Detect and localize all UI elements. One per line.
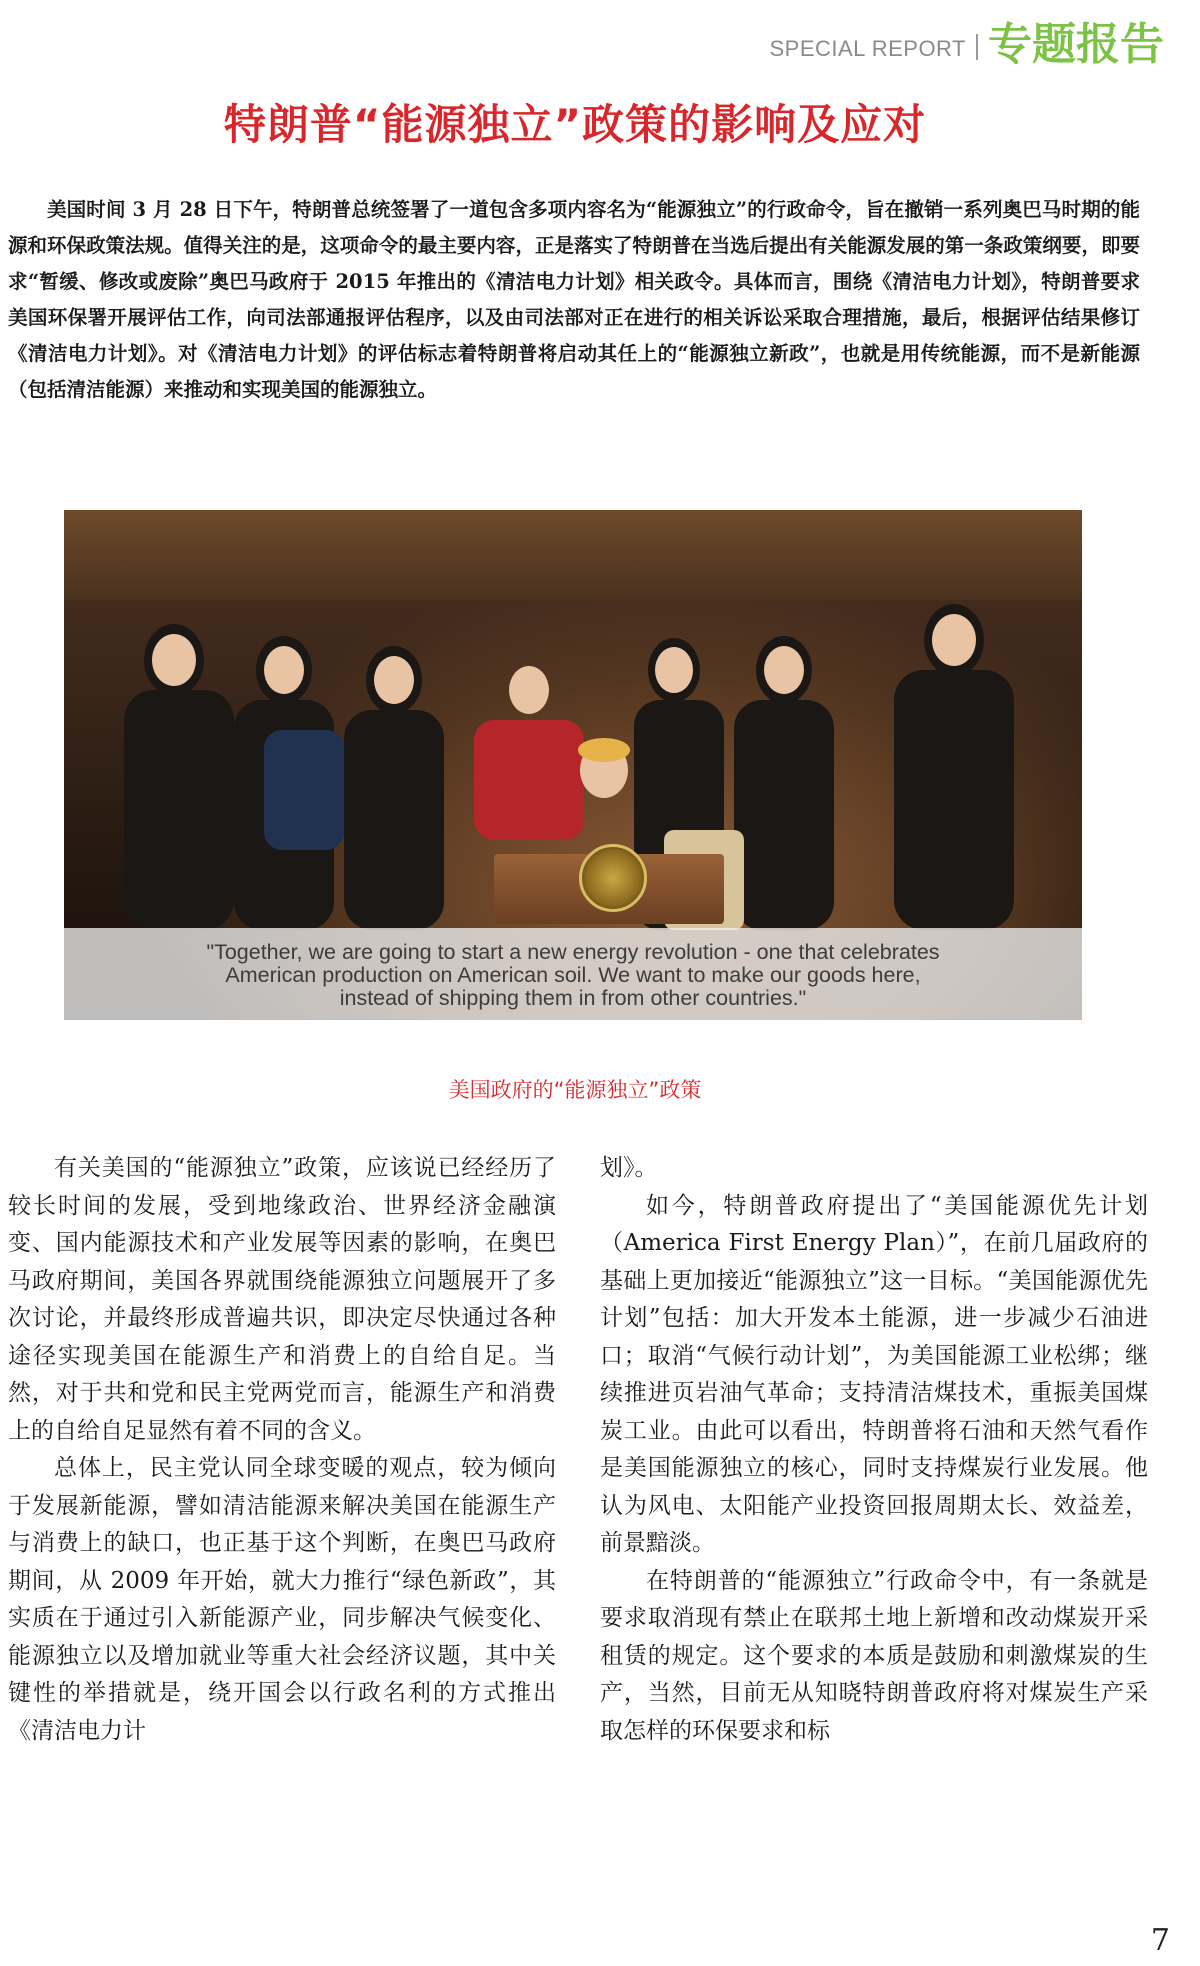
section-heading: 美国政府的“能源独立”政策	[448, 1078, 702, 1102]
right-paragraph-continued: 划》。	[600, 1155, 658, 1181]
header-divider	[976, 34, 978, 60]
quote-line-2: American production on American soil. We want to make our goods here,	[225, 963, 921, 987]
right-paragraph-1: 如今，特朗普政府提出了“美国能源优先计划（America First Energy Plan）”，在前几届政府的基础上更加接近“能源独立”这一目标。“美国能源优先计划”包括：加大开发本土能源，进一步减少石油进口；取消“气候行动计划”，为美国能源工业松绑；继续推进页岩油气革命；支持清洁煤技术，重振美国煤炭工业。由此可以看出，特朗普将石油和天然气看作是美国能源独立的核心，同时支持煤炭行业发展。他认为风电、太阳能产业投资回报周期太长、效益差，前景黯淡。	[600, 1192, 1148, 1556]
photo-quote	[64, 941, 1082, 1010]
left-paragraph-2: 总体上，民主党认同全球变暖的观点，较为倾向于发展新能源，譬如清洁能源来解决美国在能源生产与消费上的缺口，也正基于这个判断，在奥巴马政府期间，从 2009 年开始，就大力推行“绿色新政”，其实质在于通过引入新能源产业，同步解决气候变化、能源独立以及增加就业等重大社会经济议题，其中关键性的举措就是，绕开国会以行政名利的方式推出《清洁电力计	[8, 1455, 556, 1744]
photo-background-wall	[64, 510, 1082, 600]
quote-line-1: "Together, we are going to start a new energy revolution - one that celebrates	[206, 940, 940, 964]
left-column	[8, 1150, 556, 1750]
header-cn-label: 专题报告	[988, 19, 1164, 70]
article-title: 特朗普“能源独立”政策的影响及应对	[223, 100, 927, 149]
signing-photo	[64, 510, 1082, 1020]
left-paragraph-1: 有关美国的“能源独立”政策，应该说已经经历了较长时间的发展，受到地缘政治、世界经济金融演变、国内能源技术和产业发展等因素的影响，在奥巴马政府期间，美国各界就围绕能源独立问题展开了多次讨论，并最终形成普遍共识，即决定尽快通过各种途径实现美国在能源生产和消费上的自给自足。当然，对于共和党和民主党两党而言，能源生产和消费上的自给自足显然有着不同的含义。	[8, 1155, 556, 1444]
right-column	[600, 1150, 1148, 1750]
intro-paragraph: 美国时间 3 月 28 日下午，特朗普总统签署了一道包含多项内容名为“能源独立”的行政命令，旨在撤销一系列奥巴马时期的能源和环保政策法规。值得关注的是，这项命令的最主要内容，正是落实了特朗普在当选后提出有关能源发展的第一条政策纲要，即要求“暂缓、修改或废除”奥巴马政府于 2015 年推出的《清洁电力计划》相关政令。具体而言，围绕《清洁电力计划》，特朗普要求美国环保署开展评估工作，向司法部通报评估程序，以及由司法部对正在进行的相关诉讼采取合理措施，最后，根据评估结果修订《清洁电力计划》。对《清洁电力计划》的评估标志着特朗普将启动其任上的“能源独立新政”，也就是用传统能源，而不是新能源（包括清洁能源）来推动和实现美国的能源独立。	[8, 198, 1140, 401]
right-paragraph-2: 在特朗普的“能源独立”行政命令中，有一条就是要求取消现有禁止在联邦土地上新增和改动煤炭开采租赁的规定。这个要求的本质是鼓励和刺激煤炭的生产，当然，目前无从知晓特朗普政府将对煤炭生产采取怎样的环保要求和标	[600, 1567, 1148, 1744]
quote-line-3: instead of shipping them in from other countries."	[339, 986, 807, 1010]
header-en-label: SPECIAL REPORT	[769, 36, 966, 61]
presidential-seal-icon	[579, 844, 647, 912]
report-header	[769, 8, 1164, 72]
page-number: 7	[1150, 1923, 1170, 1958]
